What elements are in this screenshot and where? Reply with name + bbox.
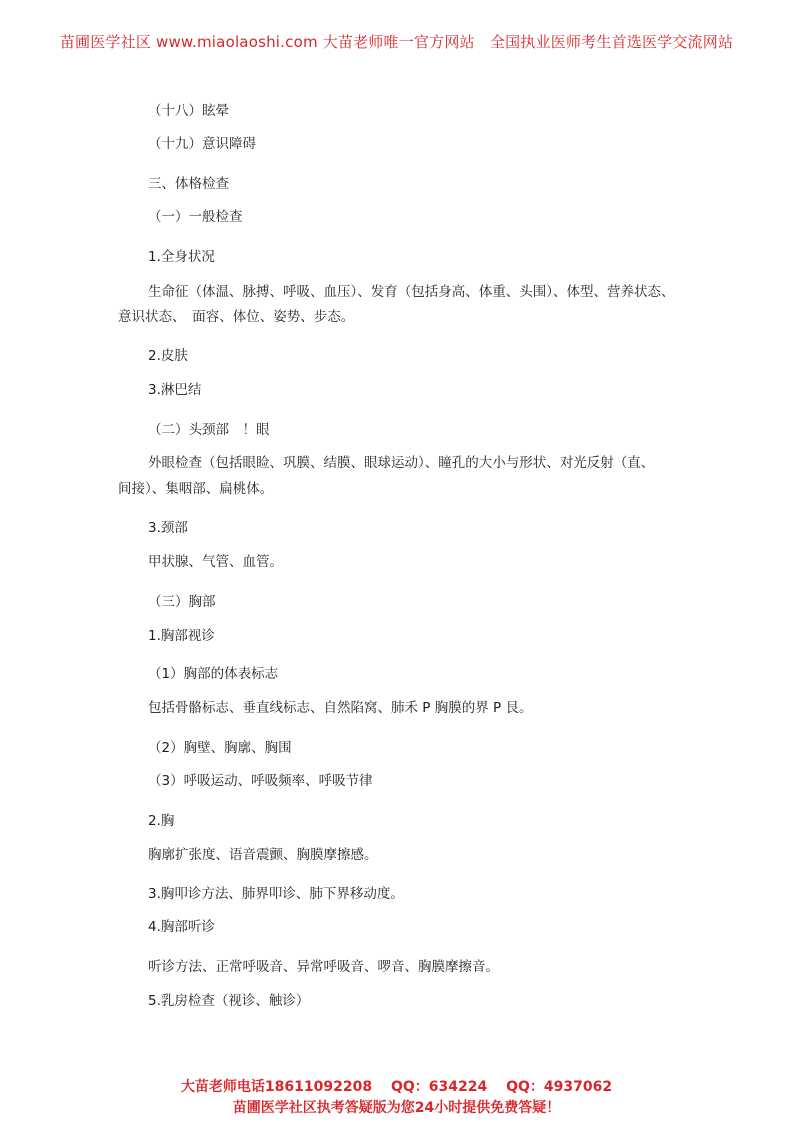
subheading-head-neck: （二）头颈部 ！眼 <box>148 422 270 438</box>
paragraph-line: 意识状态、 面容、体位、姿势、步态。 <box>118 309 355 325</box>
paragraph-line: 间接）、集咽部、扁桃体。 <box>118 481 274 497</box>
site-header-banner: 苗圃医学社区 www.miaolaoshi.com 大苗老师唯一官方网站 全国执业医师考生首选医学交流网站 <box>59 33 734 51</box>
item-general-condition: 1.全身状况 <box>148 249 215 265</box>
item-chest-inspection: 1.胸部视诊 <box>148 628 215 644</box>
paragraph-line: 生命征（体温、脉搏、呼吸、血压）、发育（包括身高、体重、头围）、体型、营养状态、 <box>148 284 675 300</box>
subheading-general-exam: （一）一般检查 <box>148 209 243 225</box>
item-skin: 2.皮肤 <box>148 348 188 364</box>
footer-contact-line: 大苗老师电话18611092208 QQ：634224 QQ：4937062 <box>180 1079 613 1095</box>
section-heading-18: （十八）眩晕 <box>148 103 229 119</box>
paragraph-line: 甲状腺、气管、血管。 <box>148 554 283 570</box>
footer-support-line: 苗圃医学社区执考答疑版为您24小时提供免费答疑！ <box>232 1100 561 1116</box>
item-neck: 3.颈部 <box>148 520 188 536</box>
subitem-respiration: （3）呼吸运动、呼吸频率、呼吸节律 <box>148 773 373 789</box>
item-chest: 2.胸 <box>148 813 175 829</box>
item-lymph-nodes: 3.淋巴结 <box>148 382 202 398</box>
paragraph-line: 包括骨骼标志、垂直线标志、自然陷窝、肺禾 P 胸膜的界 P 艮。 <box>148 700 533 716</box>
subitem-surface-landmarks: （1）胸部的体表标志 <box>148 666 279 682</box>
subitem-chest-wall: （2）胸壁、胸廓、胸围 <box>148 740 292 756</box>
section-heading-19: （十九）意识障碍 <box>148 136 256 152</box>
main-heading-physical-exam: 三、体格检查 <box>148 176 229 192</box>
item-chest-percussion: 3.胸叩诊方法、肺界叩诊、肺下界移动度。 <box>148 886 404 902</box>
item-breast-exam: 5.乳房检查（视诊、触诊） <box>148 993 310 1009</box>
paragraph-line: 听诊方法、正常呼吸音、异常呼吸音、啰音、胸膜摩擦音。 <box>148 959 499 975</box>
subheading-chest: （三）胸部 <box>148 594 216 610</box>
item-chest-auscultation: 4.胸部听诊 <box>148 919 215 935</box>
paragraph-line: 外眼检查（包括眼睑、巩膜、结膜、眼球运动）、瞳孔的大小与形状、对光反射（直、 <box>148 455 655 471</box>
paragraph-line: 胸廓扩张度、语音震颤、胸膜摩擦感。 <box>148 847 378 863</box>
